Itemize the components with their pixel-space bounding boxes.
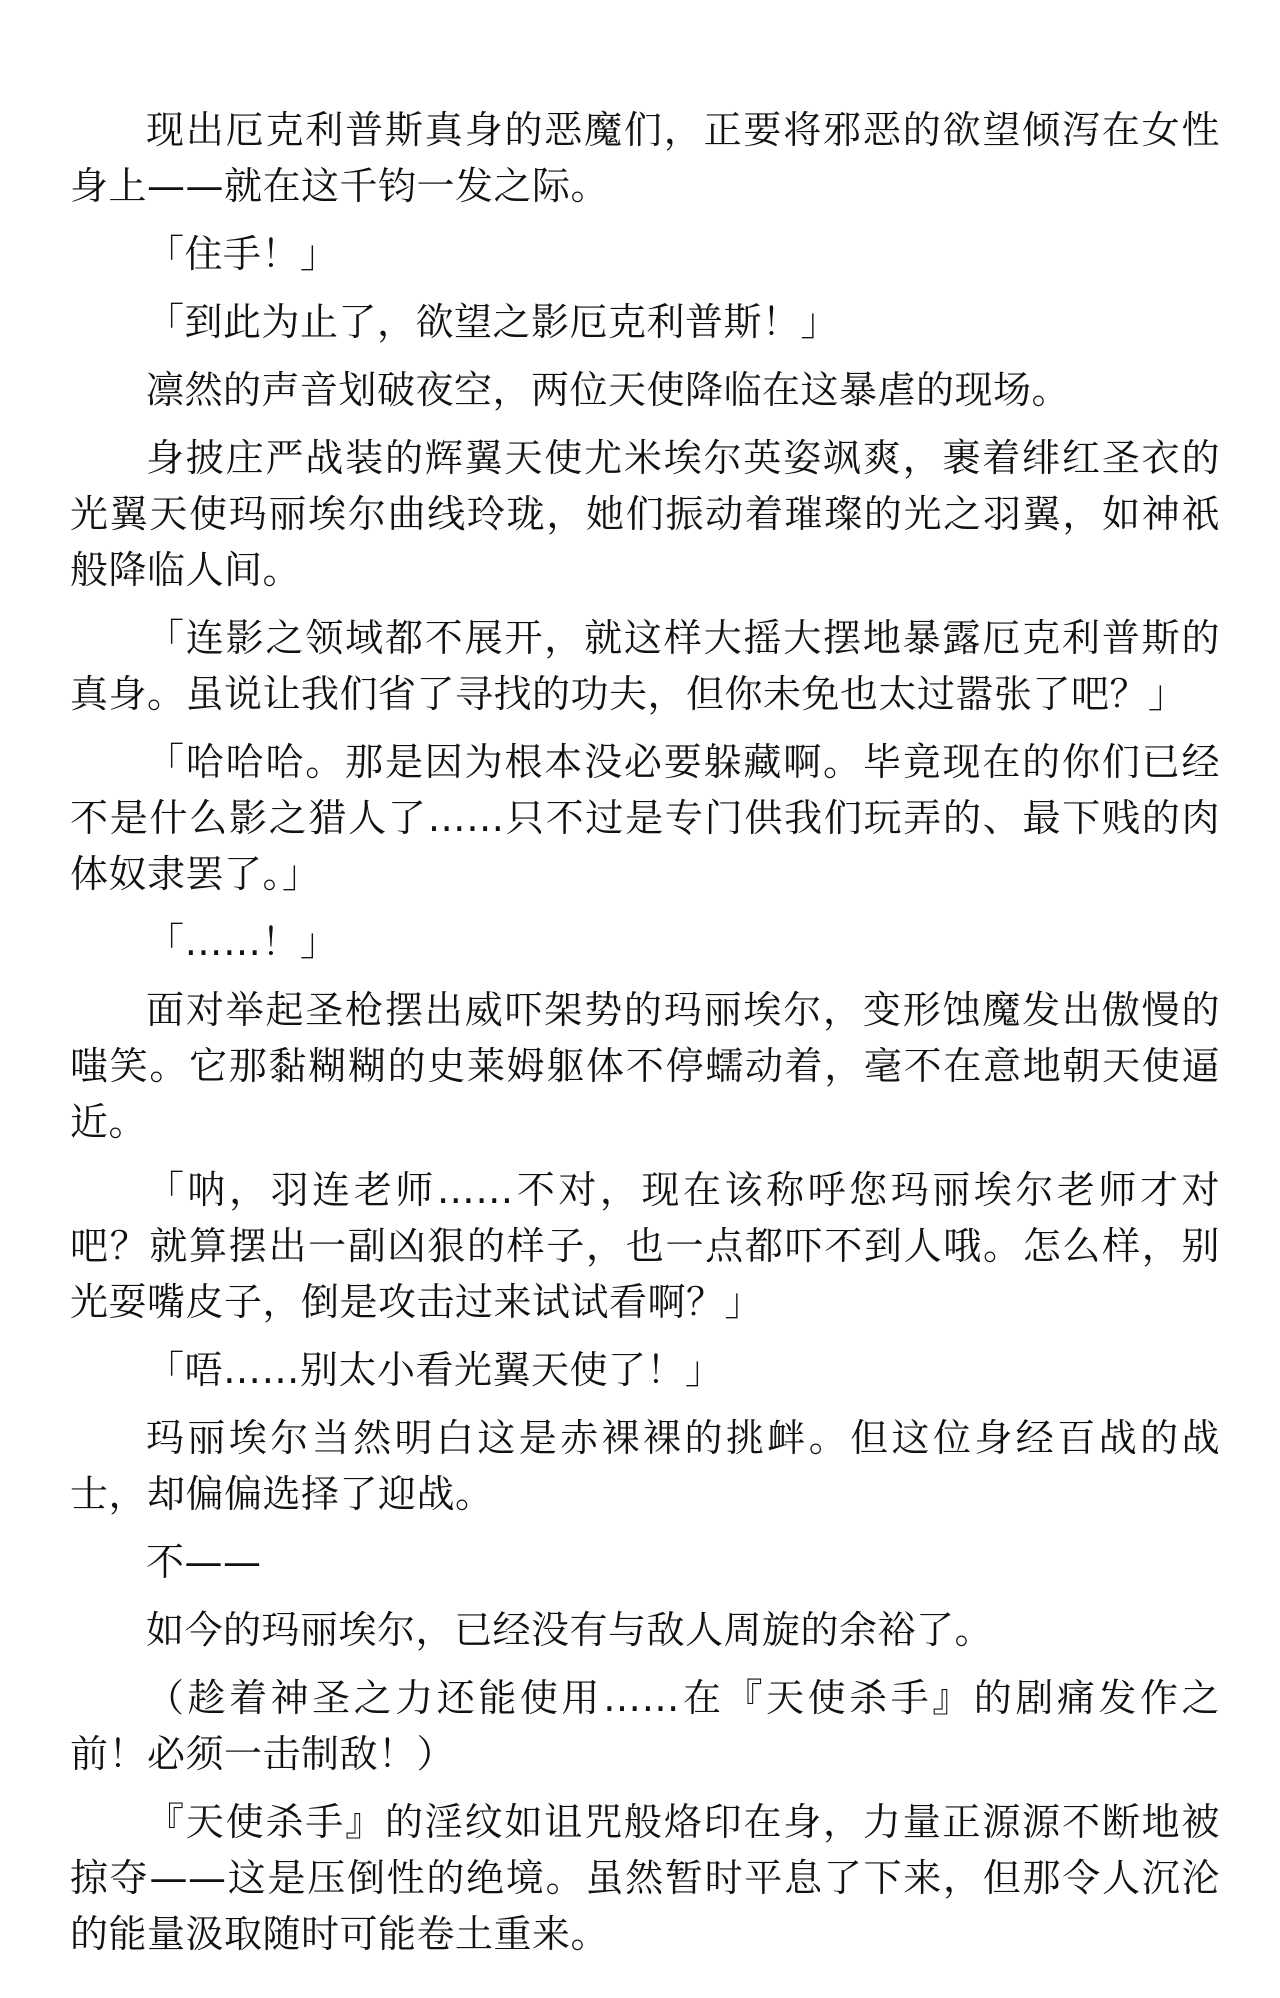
dialogue-line: 「哈哈哈。那是因为根本没必要躲藏啊。毕竟现在的你们已经不是什么影之猎人了……只不过是专门供我们玩弄的、最下贱的肉体奴隶罢了。」 xyxy=(70,740,1220,896)
paragraph: 如今的玛丽埃尔，已经没有与敌人周旋的余裕了。 xyxy=(146,1608,994,1652)
inner-thought-line: （趁着神圣之力还能使用……在『天使杀手』的剧痛发作之前！必须一击制敌！） xyxy=(70,1676,1220,1776)
dialogue-line: 「到此为止了，欲望之影厄克利普斯！」 xyxy=(146,300,840,344)
dialogue-line: 「连影之领域都不展开，就这样大摇大摆地暴露厄克利普斯的真身。虽说让我们省了寻找的功夫，但你未免也太过嚣张了吧？」 xyxy=(70,616,1220,716)
paragraph: 『天使杀手』的淫纹如诅咒般烙印在身，力量正源源不断地被掠夺——这是压倒性的绝境。虽然暂时平息了下来，但那令人沉沦的能量汲取随时可能卷土重来。 xyxy=(70,1800,1220,1956)
paragraph: 身披庄严战装的辉翼天使尤米埃尔英姿飒爽，裹着绯红圣衣的光翼天使玛丽埃尔曲线玲珑，她们振动着璀璨的光之羽翼，如神祇般降临人间。 xyxy=(70,436,1220,592)
paragraph: 凛然的声音划破夜空，两位天使降临在这暴虐的现场。 xyxy=(146,368,1071,412)
dialogue-line: 「呐，羽连老师……不对，现在该称呼您玛丽埃尔老师才对吧？就算摆出一副凶狠的样子，也一点都吓不到人哦。怎么样，别光耍嘴皮子，倒是攻击过来试试看啊？」 xyxy=(70,1168,1220,1324)
paragraph: 玛丽埃尔当然明白这是赤裸裸的挑衅。但这位身经百战的战士，却偏偏选择了迎战。 xyxy=(70,1416,1220,1516)
document-page xyxy=(70,102,1220,1974)
paragraph: 面对举起圣枪摆出威吓架势的玛丽埃尔，变形蚀魔发出傲慢的嗤笑。它那黏糊糊的史莱姆躯体不停蠕动着，毫不在意地朝天使逼近。 xyxy=(70,988,1220,1144)
paragraph: 不—— xyxy=(146,1540,262,1584)
dialogue-line: 「唔……别太小看光翼天使了！」 xyxy=(146,1348,724,1392)
dialogue-line: 「住手！」 xyxy=(146,232,339,276)
dialogue-line: 「……！」 xyxy=(146,920,339,964)
paragraph: 现出厄克利普斯真身的恶魔们，正要将邪恶的欲望倾泻在女性身上——就在这千钧一发之际。 xyxy=(70,108,1220,208)
